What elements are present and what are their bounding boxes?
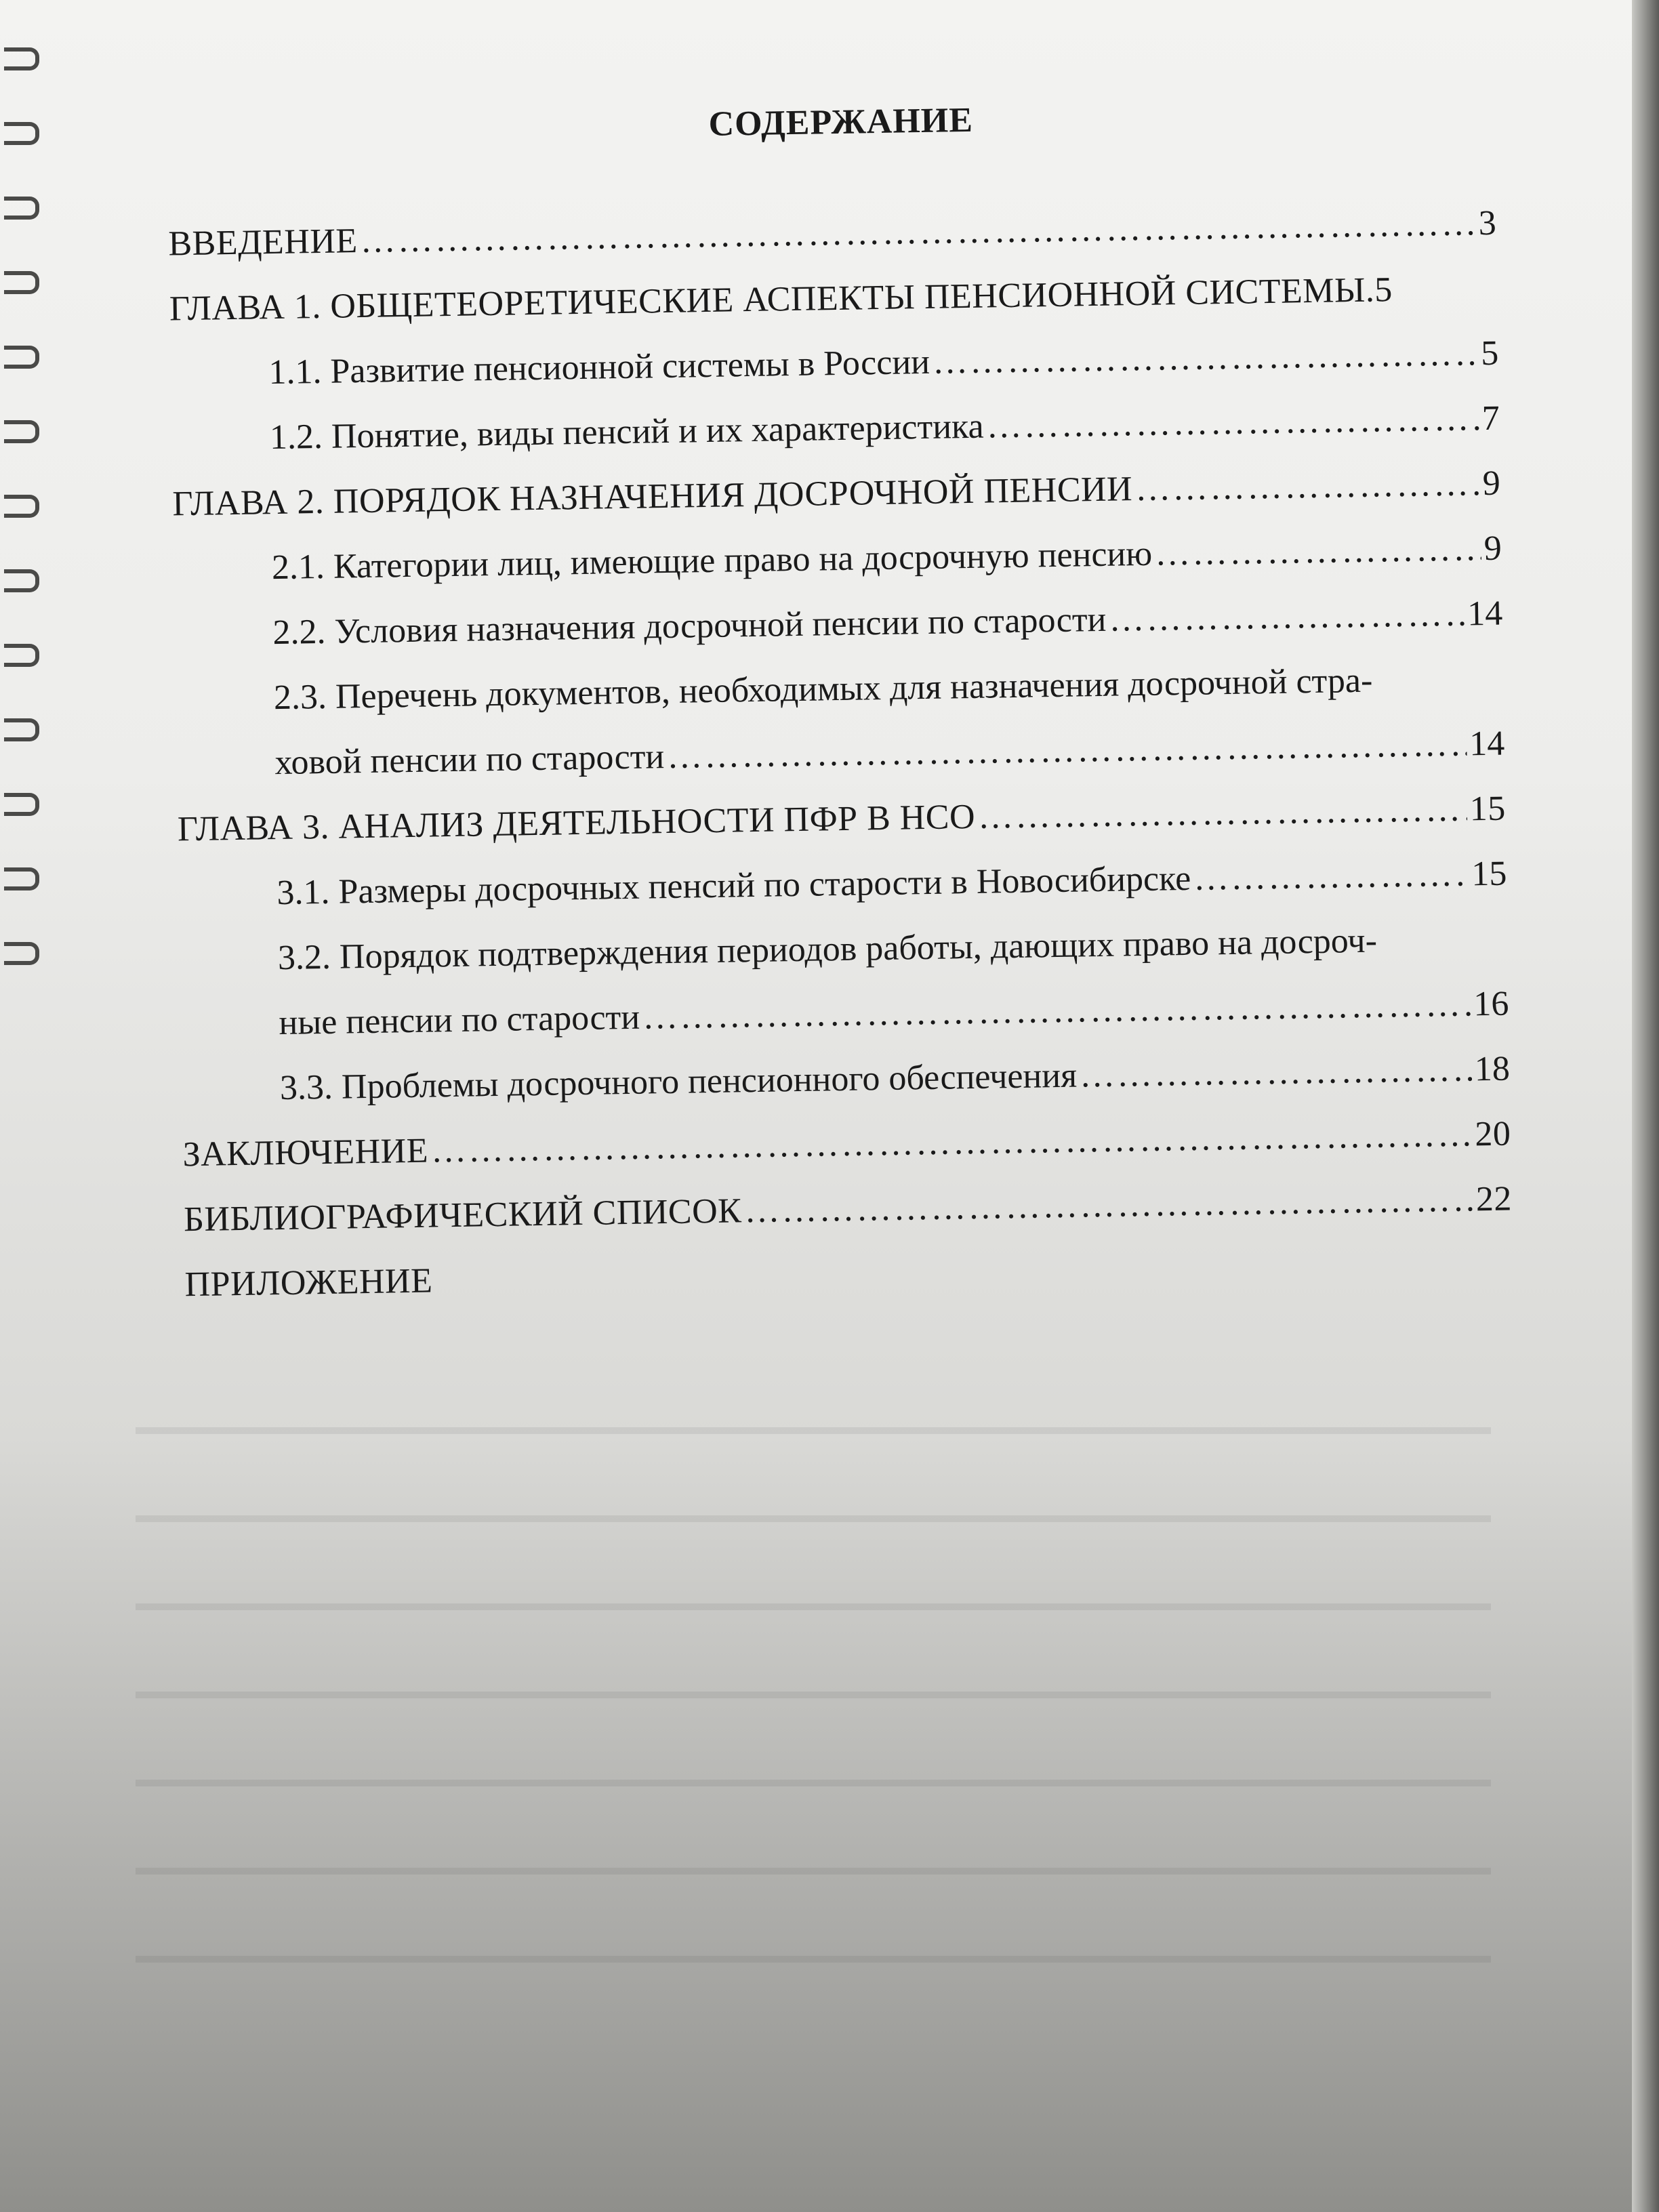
toc-entry-page: 9 — [1483, 529, 1502, 569]
toc-entry — [184, 1243, 1513, 1307]
toc-entry-label: ПРИЛОЖЕНИЕ — [184, 1261, 433, 1305]
toc-entry-label: 3.1. Размеры досрочных пенсий по старости в Новосибирске — [276, 859, 1191, 913]
toc-entry-page: 9 — [1482, 464, 1501, 504]
spiral-binding — [0, 41, 54, 1057]
toc-entry-page: 15 — [1469, 789, 1507, 829]
toc-entry-label: ГЛАВА 2. ПОРЯДОК НАЗНАЧЕНИЯ ДОСРОЧНОЙ ПЕНСИИ — [172, 470, 1133, 524]
toc-entry-label: ГЛАВА 3. АНАЛИЗ ДЕЯТЕЛЬНОСТИ ПФР В НСО — [177, 797, 976, 849]
toc-entry-label-line1: 3.2. Порядок подтверждения периодов работы, дающих право на досроч- — [277, 921, 1378, 978]
toc-entry — [178, 787, 1507, 852]
toc-entry-page: 5 — [1480, 333, 1499, 373]
toc-entry-page: 15 — [1471, 854, 1507, 894]
toc-entry-label: 2.2. Условия назначения досрочной пенсии по старости — [272, 600, 1107, 653]
document-page — [102, 72, 1600, 1450]
toc-entry — [276, 853, 1507, 916]
page-edge-shadow — [1632, 0, 1659, 2212]
toc-entry — [272, 592, 1503, 655]
show-through-text — [136, 1389, 1491, 1999]
toc-entry — [280, 1048, 1511, 1111]
toc-entry-page: 7 — [1481, 398, 1500, 438]
toc-entry — [184, 1178, 1513, 1242]
toc-entry — [182, 1113, 1511, 1177]
toc-entry — [271, 527, 1502, 590]
toc-entry-label: 1.2. Понятие, виды пенсий и их характеристика — [269, 407, 985, 457]
toc-entry-page: 22 — [1475, 1179, 1513, 1219]
toc-entry-page: 18 — [1474, 1049, 1511, 1089]
toc-entry-page: 5 — [1374, 270, 1393, 310]
toc-entry-page: 16 — [1473, 984, 1509, 1024]
toc-entry-label: 2.1. Категории лиц, имеющие право на досрочную пенсию — [271, 534, 1153, 588]
toc-entry-label: 1.1. Развитие пенсионной системы в России — [268, 342, 930, 392]
toc-entry-label: ЗАКЛЮЧЕНИЕ — [182, 1131, 429, 1174]
toc-entry — [169, 267, 1498, 331]
toc-entry-label: БИБЛИОГРАФИЧЕСКИЙ СПИСОК — [183, 1191, 742, 1240]
toc-entry-label-line2: ховой пенсии по старости — [274, 737, 665, 783]
toc-entry-page: 3 — [1478, 203, 1497, 243]
toc-entry-label-line1: 2.3. Перечень документов, необходимых для назначения досрочной стра- — [273, 661, 1373, 718]
toc-entry — [269, 397, 1500, 460]
toc-entry-label-line2: ные пенсии по старости — [279, 998, 640, 1043]
toc-entry-page: 14 — [1469, 724, 1505, 764]
toc-entry — [278, 918, 1509, 1045]
page-title: СОДЕРЖАНИЕ — [708, 100, 974, 144]
toc-entry-label: ВВЕДЕНИЕ — [168, 222, 359, 264]
toc-entry — [172, 462, 1501, 527]
toc-entry-label: ГЛАВА 1. ОБЩЕТЕОРЕТИЧЕСКИЕ АСПЕКТЫ ПЕНСИОННОЙ СИСТЕМЫ. — [169, 270, 1375, 329]
toc-entry-page: 14 — [1467, 594, 1503, 634]
toc-entry — [268, 332, 1499, 395]
toc-entry-label: 3.3. Проблемы досрочного пенсионного обеспечения — [279, 1056, 1078, 1108]
toc-entry — [168, 202, 1497, 266]
toc-entry — [274, 657, 1505, 785]
toc-entry-page: 20 — [1474, 1114, 1511, 1154]
